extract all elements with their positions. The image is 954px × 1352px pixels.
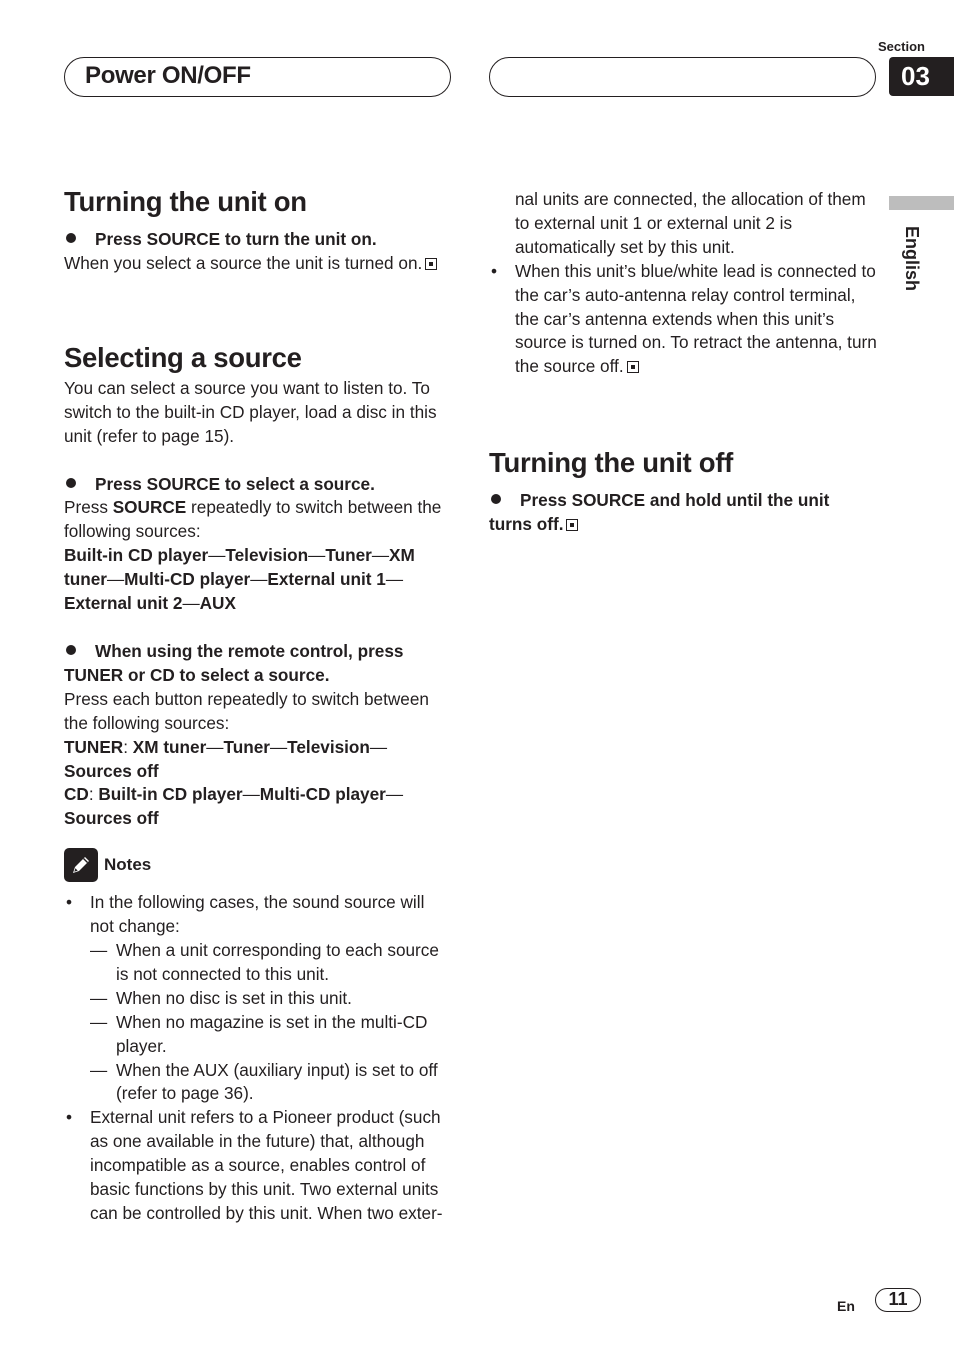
source-name: Television <box>225 545 309 566</box>
note-subitem: — When a unit corresponding to each source is not connected to this unit. <box>90 940 439 984</box>
section-label: Section <box>878 39 925 54</box>
end-mark-icon <box>425 258 437 270</box>
step-select-source: Press SOURCE to select a source. <box>64 473 452 497</box>
step-turn-off: Press SOURCE and hold until the unit turns off. <box>489 490 830 535</box>
cd-sequence: CD: Built-in CD player—Multi-CD player—Sources off <box>64 784 404 829</box>
step-turn-on: Press SOURCE to turn the unit on. <box>64 228 452 252</box>
step-remote-control: When using the remote control, press TUNER or CD to select a source. <box>64 640 404 685</box>
turn-on-body: When you select a source the unit is turned on. <box>64 252 452 276</box>
bullet-dot-icon <box>64 228 95 252</box>
section-number-badge: 03 <box>889 57 954 96</box>
bullet-dot-icon <box>64 473 95 497</box>
source-name: AUX <box>199 593 236 614</box>
remote-body: Press each button repeatedly to switch between the following sources: <box>64 688 429 733</box>
page-title: Power ON/OFF <box>85 62 251 89</box>
notes-list <box>64 891 452 1226</box>
bullet-dot-icon <box>489 489 520 513</box>
select-source-body: Press SOURCE repeatedly to switch between the following sources: <box>64 497 442 542</box>
source-name: Built-in CD player <box>98 784 243 805</box>
end-mark-icon <box>566 519 578 531</box>
source-name: Built-in CD player <box>64 545 209 566</box>
tuner-sequence: TUNER: XM tuner—Tuner—Television—Sources off <box>64 736 388 781</box>
notes-heading: Notes <box>104 855 152 875</box>
source-name: External unit 1 <box>267 569 386 590</box>
source-name: Television <box>287 736 370 757</box>
heading-selecting: Selecting a source <box>64 341 302 373</box>
pencil-note-icon <box>64 848 98 882</box>
language-label: English <box>902 226 922 292</box>
note-subitem: — When no magazine is set in the multi-CD player. <box>90 1011 428 1056</box>
heading-turning-on: Turning the unit on <box>64 186 307 217</box>
selecting-intro: You can select a source you want to listen to. To switch to the built-in CD player, load a disc in this unit (refer to page 15). <box>64 377 437 446</box>
note-subitem: — When no disc is set in this unit. <box>90 987 352 1008</box>
note-subitem: — When the AUX (auxiliary input) is set to off (refer to page 36). <box>90 1059 438 1104</box>
notes-list-continued <box>489 260 877 380</box>
source-name: Sources off <box>64 808 159 829</box>
source-sequence: Built-in CD player—Television—Tuner—XM tuner—Multi-CD player—External unit 1—External unit 2—AUX <box>64 545 415 614</box>
source-name: XM tuner <box>64 545 415 590</box>
language-tab <box>889 196 954 210</box>
header-blank-bar <box>489 57 876 97</box>
notes-header <box>64 848 452 882</box>
header-title-bar <box>64 57 451 97</box>
note-item: • External unit refers to a Pioneer product (such as one available in the future) that, although incompatible as a source, enables control of basic functions by this unit. Two external units can be controlled by this unit. When two exter- <box>64 1106 452 1226</box>
bullet-dot-icon <box>64 640 95 664</box>
end-mark-icon <box>627 361 639 373</box>
heading-turning-off: Turning the unit off <box>489 447 733 479</box>
source-name: Sources off <box>64 760 159 781</box>
note-item: • When this unit’s blue/white lead is connected to the car’s auto-antenna relay control terminal, the car’s antenna extends when this unit’s source is turned on. To retract the antenna, turn the source off. <box>489 260 877 380</box>
source-name: Tuner <box>325 545 372 566</box>
note-item: • In the following cases, the sound source will not change: <box>64 891 452 939</box>
source-name: XM tuner <box>132 736 207 757</box>
footer-language-code: En <box>837 1298 855 1314</box>
page-number: 11 <box>875 1288 921 1312</box>
source-name: Tuner <box>223 736 270 757</box>
source-name: Multi-CD player <box>259 784 386 805</box>
notes-continued: nal units are connected, the allocation of them to external unit 1 or external unit 2 is automatically set by this unit. <box>515 189 866 257</box>
left-column <box>64 186 452 1226</box>
right-column <box>489 188 877 537</box>
source-name: External unit 2 <box>64 593 183 614</box>
source-name: Multi-CD player <box>124 569 251 590</box>
